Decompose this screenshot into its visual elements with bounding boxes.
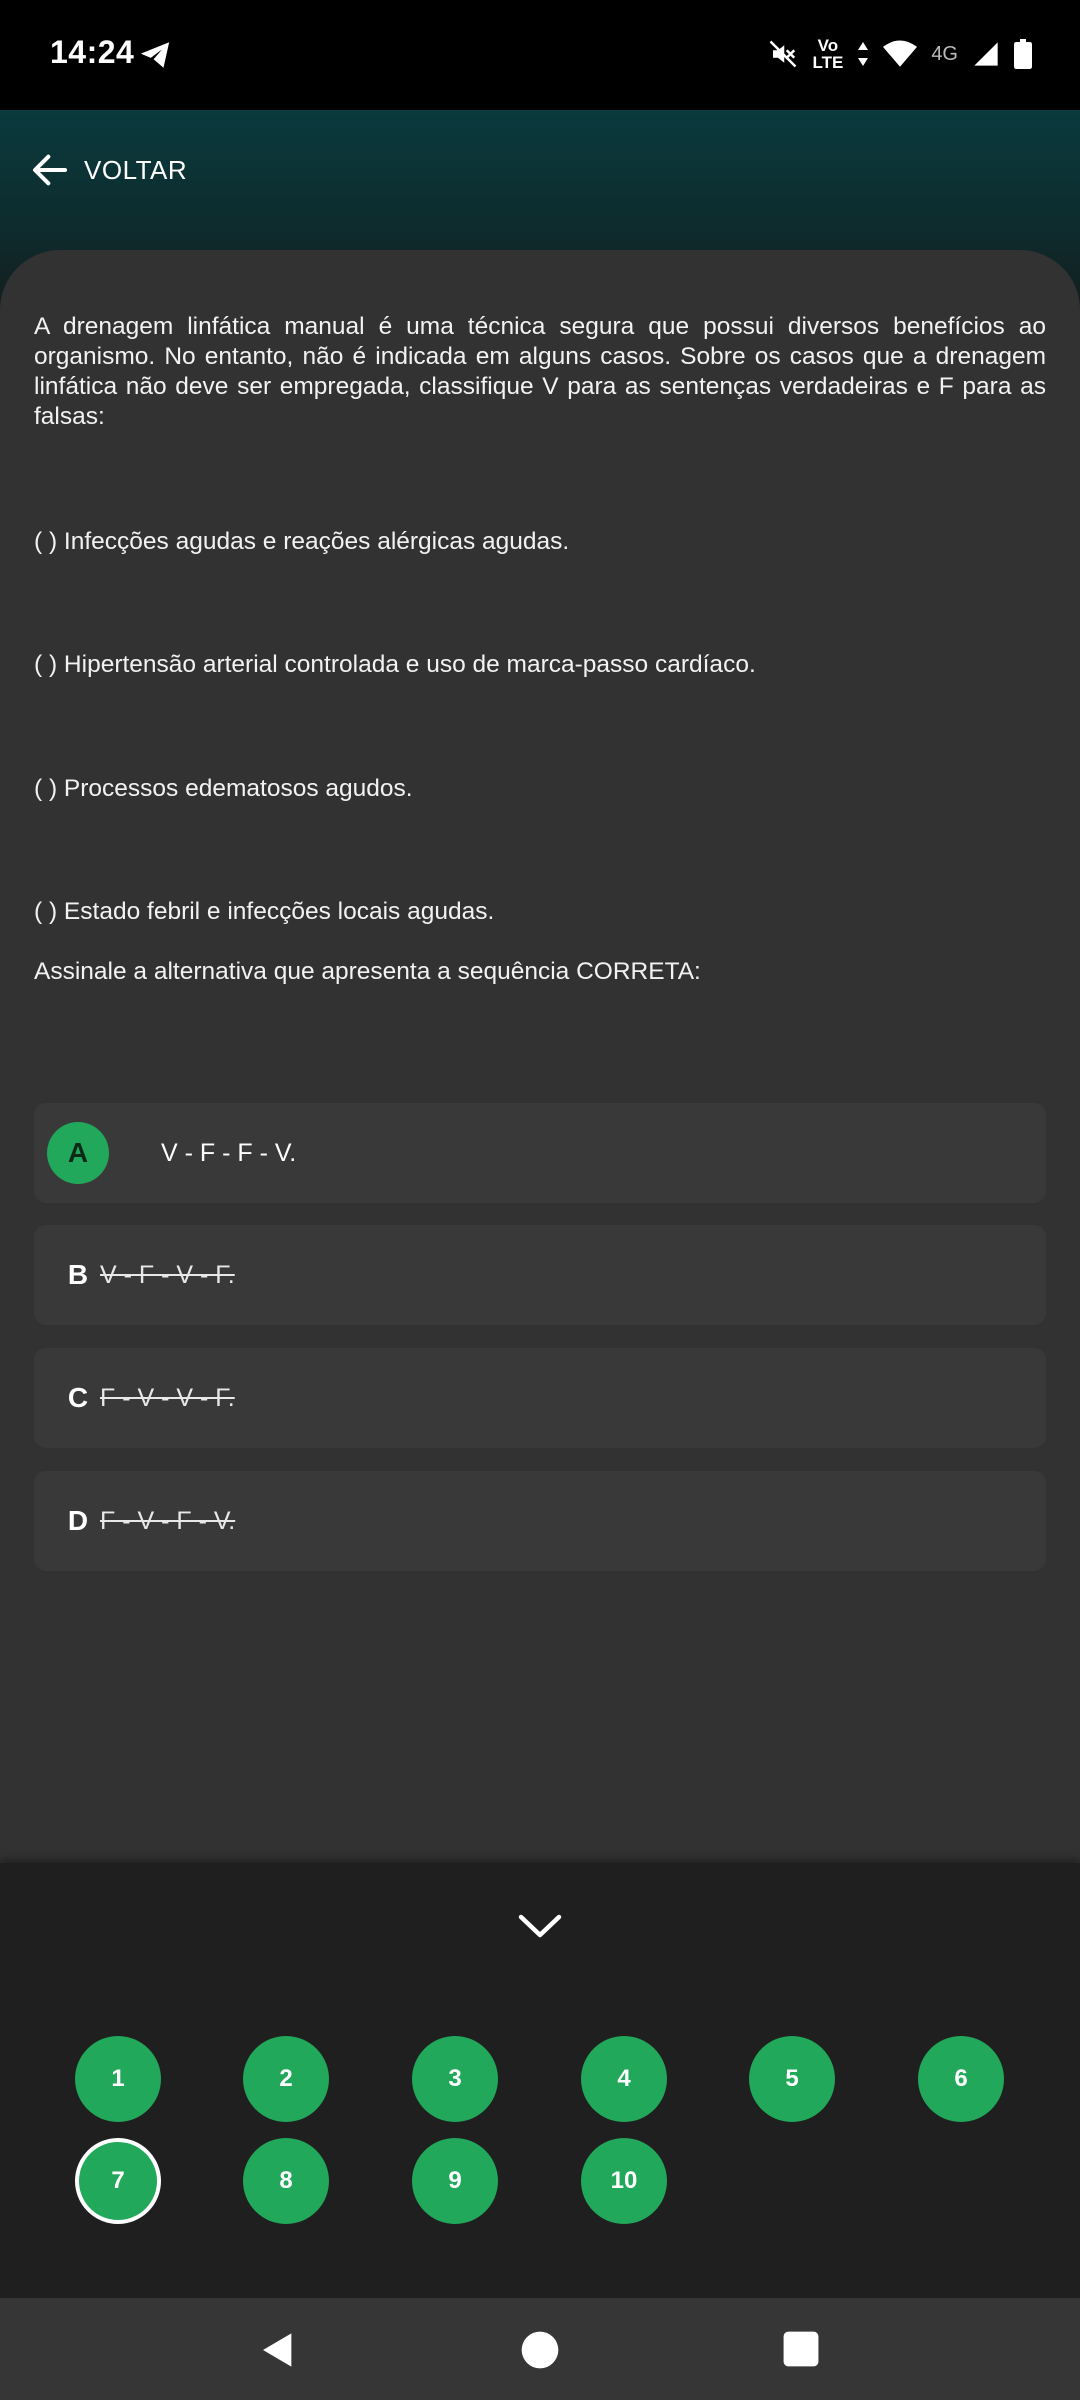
network-type: 4G (931, 42, 958, 65)
question-number-5[interactable]: 5 (749, 2036, 835, 2122)
statement-3: ( ) Processos edematosos agudos. (34, 775, 413, 802)
question-navigator (0, 1863, 1080, 2298)
question-number-6[interactable]: 6 (918, 2036, 1004, 2122)
question-number-1[interactable]: 1 (75, 2036, 161, 2122)
back-button[interactable] (30, 150, 187, 190)
option-c[interactable] (34, 1348, 1046, 1448)
arrow-left-icon (30, 150, 70, 190)
option-b[interactable] (34, 1225, 1046, 1325)
statement-4: ( ) Estado febril e infecções locais agudas. (34, 898, 495, 925)
status-bar (0, 0, 1080, 110)
chevron-down-icon[interactable] (517, 1911, 563, 1941)
recents-square-icon[interactable] (782, 2330, 820, 2368)
question-number-10[interactable]: 10 (581, 2138, 667, 2224)
question-text: A drenagem linfática manual é uma técnica segura que possui diversos benefícios ao organismo. No entanto, não é indicada em alguns casos. Sobre os casos que a drenagem linfática não deve ser empregada, classifique V para as sentenças verdadeiras e F para as falsas: (34, 313, 1046, 430)
option-text: V - F - F - V. (161, 1138, 297, 1167)
mute-icon (768, 39, 798, 69)
home-circle-icon[interactable] (520, 2330, 560, 2370)
battery-icon (1014, 39, 1032, 69)
question-number-4[interactable]: 4 (581, 2036, 667, 2122)
option-text-eliminated: F - V - V - F. (100, 1383, 235, 1412)
option-letter-selected: A (47, 1122, 109, 1184)
option-letter: C (67, 1382, 89, 1413)
option-letter: D (67, 1505, 89, 1536)
option-text-eliminated: F - V - F - V. (100, 1506, 236, 1535)
option-d[interactable] (34, 1471, 1046, 1571)
statement-1: ( ) Infecções agudas e reações alérgicas agudas. (34, 528, 570, 555)
option-text-eliminated: V - F - V - F. (100, 1260, 235, 1289)
telegram-icon (138, 38, 172, 72)
question-card (0, 250, 1080, 1870)
signal-icon (972, 40, 1000, 68)
volte-icon: Vo LTE (812, 36, 844, 72)
question-number-7-current[interactable]: 7 (75, 2138, 161, 2224)
data-arrows-icon (857, 40, 869, 68)
option-a[interactable] (34, 1103, 1046, 1203)
status-time: 14:24 (50, 34, 135, 70)
system-nav-bar (0, 2298, 1080, 2400)
back-label: VOLTAR (84, 154, 188, 185)
option-letter: B (67, 1259, 89, 1290)
question-number-8[interactable]: 8 (243, 2138, 329, 2224)
question-number-9[interactable]: 9 (412, 2138, 498, 2224)
wifi-icon (883, 39, 917, 69)
question-number-3[interactable]: 3 (412, 2036, 498, 2122)
statement-2: ( ) Hipertensão arterial controlada e uso de marca-passo cardíaco. (34, 651, 756, 678)
question-number-2[interactable]: 2 (243, 2036, 329, 2122)
question-prompt: Assinale a alternativa que apresenta a sequência CORRETA: (34, 958, 701, 985)
back-triangle-icon[interactable] (258, 2330, 298, 2370)
